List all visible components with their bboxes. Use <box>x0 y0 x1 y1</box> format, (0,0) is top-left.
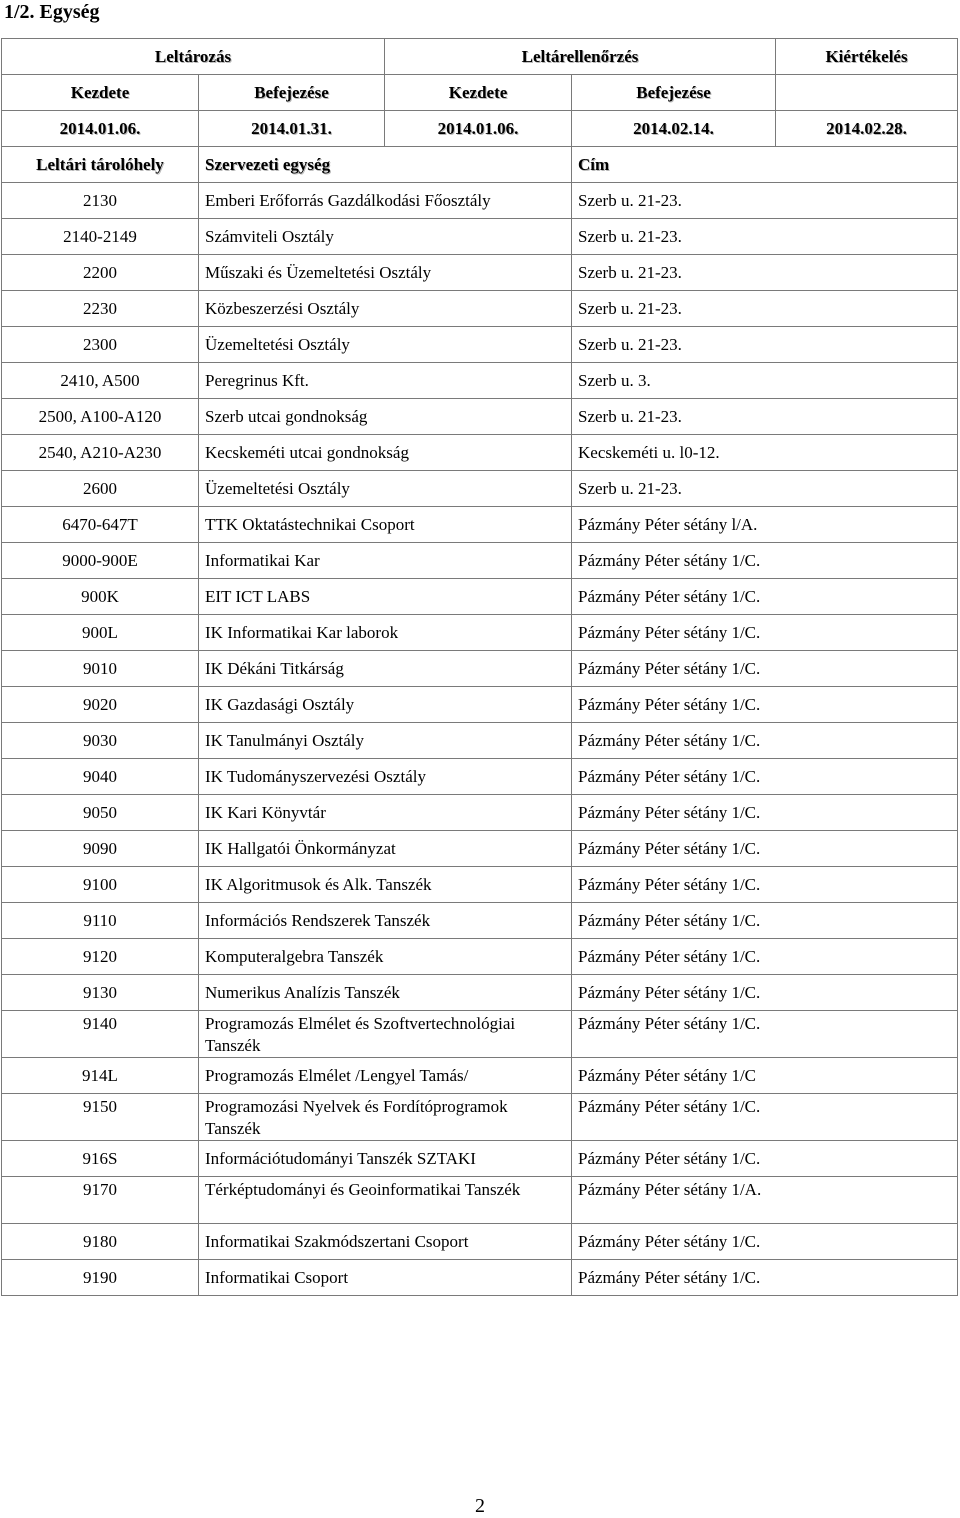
storage-location-cell: 900L <box>2 615 199 651</box>
date-cell: 2014.01.06. <box>2 111 199 147</box>
organizational-unit-cell: Programozási Nyelvek és Fordítóprogramok Tanszék <box>199 1094 572 1141</box>
date-cell: 2014.02.14. <box>572 111 776 147</box>
storage-location-cell: 9140 <box>2 1011 199 1058</box>
storage-location-cell: 2130 <box>2 183 199 219</box>
address-cell: Pázmány Péter sétány 1/C. <box>572 1094 958 1141</box>
organizational-unit-cell: Informatikai Csoport <box>199 1260 572 1296</box>
page-number: 2 <box>475 1495 485 1517</box>
header-start-end-row <box>2 75 958 111</box>
table-row <box>2 651 958 687</box>
header-inventory-check: Leltárellenőrzés <box>385 39 776 75</box>
organizational-unit-cell: Szerb utcai gondnokság <box>199 399 572 435</box>
address-cell: Pázmány Péter sétány 1/C. <box>572 939 958 975</box>
organizational-unit-cell: Numerikus Analízis Tanszék <box>199 975 572 1011</box>
table-row <box>2 615 958 651</box>
storage-location-cell: 9120 <box>2 939 199 975</box>
address-cell: Pázmány Péter sétány 1/C. <box>572 615 958 651</box>
table-row <box>2 975 958 1011</box>
storage-location-cell: 6470-647T <box>2 507 199 543</box>
table-row <box>2 939 958 975</box>
address-cell: Pázmány Péter sétány 1/C. <box>572 543 958 579</box>
address-cell: Pázmány Péter sétány 1/C. <box>572 1224 958 1260</box>
address-cell: Szerb u. 3. <box>572 363 958 399</box>
table-row <box>2 471 958 507</box>
column-header-unit: Szervezeti egység <box>199 147 572 183</box>
organizational-unit-cell: Üzemeltetési Osztály <box>199 327 572 363</box>
table-row <box>2 579 958 615</box>
storage-location-cell: 2200 <box>2 255 199 291</box>
storage-location-cell: 9010 <box>2 651 199 687</box>
storage-location-cell: 914L <box>2 1058 199 1094</box>
inventory-schedule-table <box>1 38 958 1296</box>
storage-location-cell: 9130 <box>2 975 199 1011</box>
table-row <box>2 219 958 255</box>
storage-location-cell: 9050 <box>2 795 199 831</box>
organizational-unit-cell: TTK Oktatástechnikai Csoport <box>199 507 572 543</box>
header-end: Befejezése <box>199 75 385 111</box>
address-cell: Pázmány Péter sétány 1/C. <box>572 759 958 795</box>
table-row <box>2 291 958 327</box>
organizational-unit-cell: IK Tanulmányi Osztály <box>199 723 572 759</box>
address-cell: Szerb u. 21-23. <box>572 471 958 507</box>
table-row <box>2 1224 958 1260</box>
address-cell: Szerb u. 21-23. <box>572 255 958 291</box>
address-cell: Pázmány Péter sétány 1/C. <box>572 651 958 687</box>
header-evaluation: Kiértékelés <box>776 39 958 75</box>
storage-location-cell: 9100 <box>2 867 199 903</box>
address-cell: Szerb u. 21-23. <box>572 291 958 327</box>
table-row <box>2 867 958 903</box>
table-row <box>2 1094 958 1141</box>
organizational-unit-cell: Információs Rendszerek Tanszék <box>199 903 572 939</box>
table-row <box>2 543 958 579</box>
storage-location-cell: 900K <box>2 579 199 615</box>
organizational-unit-cell: IK Kari Könyvtár <box>199 795 572 831</box>
header-start: Kezdete <box>385 75 572 111</box>
organizational-unit-cell: IK Dékáni Titkárság <box>199 651 572 687</box>
storage-location-cell: 9000-900E <box>2 543 199 579</box>
organizational-unit-cell: Peregrinus Kft. <box>199 363 572 399</box>
header-group-row <box>2 39 958 75</box>
organizational-unit-cell: Kecskeméti utcai gondnokság <box>199 435 572 471</box>
table-row <box>2 1141 958 1177</box>
header-empty-cell <box>776 75 958 111</box>
address-cell: Pázmány Péter sétány 1/C <box>572 1058 958 1094</box>
address-cell: Pázmány Péter sétány 1/C. <box>572 1011 958 1058</box>
table-row <box>2 435 958 471</box>
table-row <box>2 183 958 219</box>
organizational-unit-cell: IK Algoritmusok és Alk. Tanszék <box>199 867 572 903</box>
storage-location-cell: 2300 <box>2 327 199 363</box>
organizational-unit-cell: Üzemeltetési Osztály <box>199 471 572 507</box>
address-cell: Szerb u. 21-23. <box>572 327 958 363</box>
organizational-unit-cell: Programozás Elmélet és Szoftvertechnológiai Tanszék <box>199 1011 572 1058</box>
column-header-row <box>2 147 958 183</box>
organizational-unit-cell: Informatikai Szakmódszertani Csoport <box>199 1224 572 1260</box>
address-cell: Pázmány Péter sétány 1/C. <box>572 975 958 1011</box>
address-cell: Szerb u. 21-23. <box>572 219 958 255</box>
storage-location-cell: 2140-2149 <box>2 219 199 255</box>
organizational-unit-cell: Programozás Elmélet /Lengyel Tamás/ <box>199 1058 572 1094</box>
table-row <box>2 1260 958 1296</box>
address-cell: Pázmány Péter sétány 1/C. <box>572 1260 958 1296</box>
header-start: Kezdete <box>2 75 199 111</box>
storage-location-cell: 9170 <box>2 1177 199 1224</box>
organizational-unit-cell: Számviteli Osztály <box>199 219 572 255</box>
storage-location-cell: 9110 <box>2 903 199 939</box>
address-cell: Pázmány Péter sétány 1/C. <box>572 795 958 831</box>
organizational-unit-cell: Emberi Erőforrás Gazdálkodási Főosztály <box>199 183 572 219</box>
column-header-address: Cím <box>572 147 958 183</box>
organizational-unit-cell: IK Informatikai Kar laborok <box>199 615 572 651</box>
address-cell: Szerb u. 21-23. <box>572 399 958 435</box>
organizational-unit-cell: IK Tudományszervezési Osztály <box>199 759 572 795</box>
address-cell: Pázmány Péter sétány 1/C. <box>572 903 958 939</box>
header-end: Befejezése <box>572 75 776 111</box>
storage-location-cell: 9150 <box>2 1094 199 1141</box>
organizational-unit-cell: Közbeszerzési Osztály <box>199 291 572 327</box>
table-row <box>2 399 958 435</box>
storage-location-cell: 9040 <box>2 759 199 795</box>
storage-location-cell: 2410, A500 <box>2 363 199 399</box>
table-row <box>2 1011 958 1058</box>
table-row <box>2 1058 958 1094</box>
section-title: 1/2. Egység <box>4 1 100 23</box>
organizational-unit-cell: Műszaki és Üzemeltetési Osztály <box>199 255 572 291</box>
storage-location-cell: 2600 <box>2 471 199 507</box>
address-cell: Pázmány Péter sétány 1/A. <box>572 1177 958 1224</box>
organizational-unit-cell: Komputeralgebra Tanszék <box>199 939 572 975</box>
organizational-unit-cell: Információtudományi Tanszék SZTAKI <box>199 1141 572 1177</box>
table-row <box>2 723 958 759</box>
table-row <box>2 759 958 795</box>
column-header-location: Leltári tárolóhely <box>2 147 199 183</box>
date-cell: 2014.01.06. <box>385 111 572 147</box>
address-cell: Pázmány Péter sétány 1/C. <box>572 1141 958 1177</box>
date-cell: 2014.01.31. <box>199 111 385 147</box>
table-row <box>2 1177 958 1224</box>
organizational-unit-cell: IK Hallgatói Önkormányzat <box>199 831 572 867</box>
storage-location-cell: 916S <box>2 1141 199 1177</box>
storage-location-cell: 9190 <box>2 1260 199 1296</box>
table-row <box>2 327 958 363</box>
date-cell: 2014.02.28. <box>776 111 958 147</box>
storage-location-cell: 2230 <box>2 291 199 327</box>
storage-location-cell: 2540, A210-A230 <box>2 435 199 471</box>
address-cell: Pázmány Péter sétány l/A. <box>572 507 958 543</box>
table-row <box>2 687 958 723</box>
address-cell: Pázmány Péter sétány 1/C. <box>572 579 958 615</box>
organizational-unit-cell: Informatikai Kar <box>199 543 572 579</box>
table-row <box>2 507 958 543</box>
address-cell: Pázmány Péter sétány 1/C. <box>572 831 958 867</box>
table-row <box>2 831 958 867</box>
address-cell: Pázmány Péter sétány 1/C. <box>572 723 958 759</box>
table-row <box>2 363 958 399</box>
address-cell: Pázmány Péter sétány 1/C. <box>572 867 958 903</box>
storage-location-cell: 9030 <box>2 723 199 759</box>
address-cell: Szerb u. 21-23. <box>572 183 958 219</box>
storage-location-cell: 2500, A100-A120 <box>2 399 199 435</box>
storage-location-cell: 9020 <box>2 687 199 723</box>
storage-location-cell: 9180 <box>2 1224 199 1260</box>
table-row <box>2 795 958 831</box>
organizational-unit-cell: IK Gazdasági Osztály <box>199 687 572 723</box>
address-cell: Kecskeméti u. l0-12. <box>572 435 958 471</box>
storage-location-cell: 9090 <box>2 831 199 867</box>
organizational-unit-cell: EIT ICT LABS <box>199 579 572 615</box>
table-row <box>2 255 958 291</box>
header-inventory: Leltározás <box>2 39 385 75</box>
address-cell: Pázmány Péter sétány 1/C. <box>572 687 958 723</box>
table-row <box>2 903 958 939</box>
header-dates-row <box>2 111 958 147</box>
organizational-unit-cell: Térképtudományi és Geoinformatikai Tanszék <box>199 1177 572 1224</box>
